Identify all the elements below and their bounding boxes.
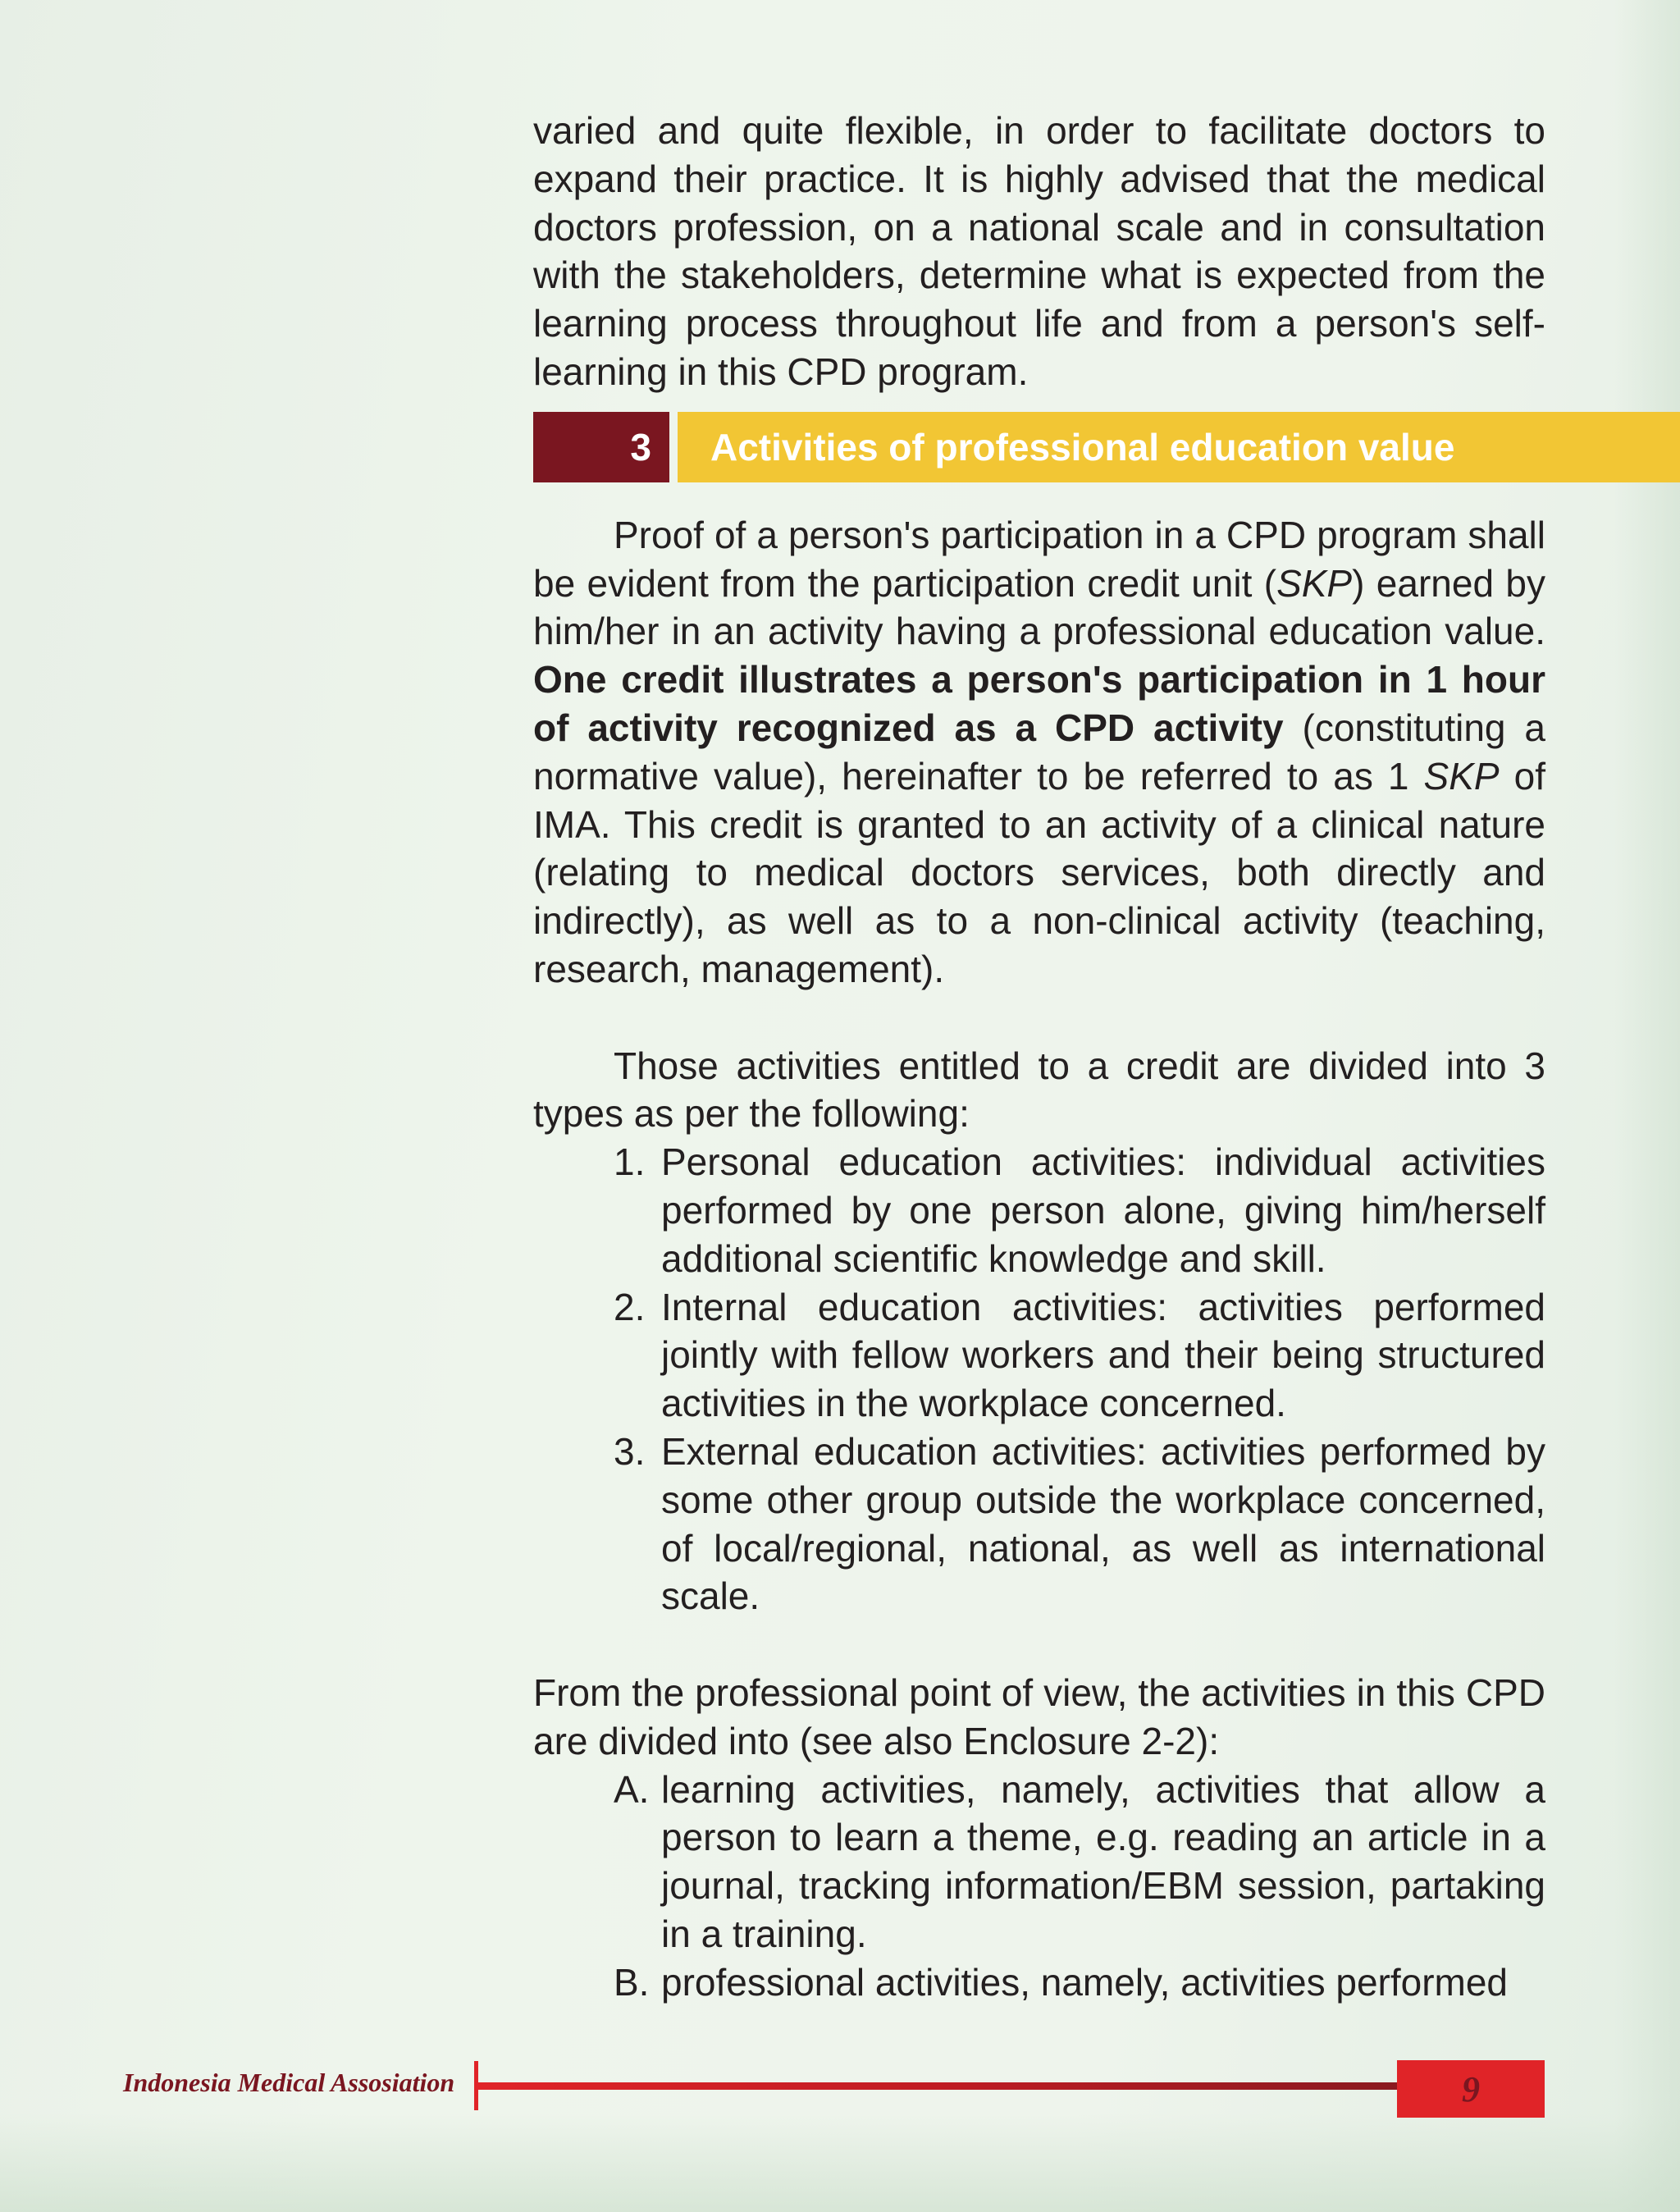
- list-item-text: professional activities, namely, activities performed: [661, 1960, 1509, 2004]
- list-item: [533, 1766, 1545, 1958]
- credit-definition: One credit illustrates a person's participation in 1 hour of activity recognized as a CPD activity: [533, 658, 1545, 749]
- page-number: 9: [1397, 2060, 1545, 2118]
- section-header: [533, 412, 1680, 482]
- section-title: Activities of professional education value: [678, 412, 1680, 482]
- list-item: [533, 1283, 1545, 1428]
- proof-text-1: Proof of a person's participation in a CPD program shall be evident from the participation credit unit (: [533, 513, 1545, 605]
- section-number: 3: [533, 412, 669, 482]
- list-marker: A.: [614, 1767, 650, 1811]
- proof-paragraph: [533, 511, 1545, 994]
- paragraph-gap: [533, 994, 1545, 1042]
- list-item-text: Personal education activities: individual activities performed by one person alone, giving him/herself additional scientific knowledge and skill.: [661, 1140, 1545, 1280]
- list-marker: 1.: [614, 1140, 646, 1184]
- proof-text-2: ) earned by him/her in an activity having a professional education value.: [533, 561, 1545, 653]
- professional-list: [533, 1766, 1545, 2007]
- page-bottom-shadow: [0, 2114, 1680, 2212]
- paragraph-gap: [533, 1620, 1545, 1669]
- list-marker: B.: [614, 1960, 650, 2004]
- types-list: [533, 1138, 1545, 1620]
- footer-organization: Indonesia Medical Assosiation: [123, 2068, 455, 2097]
- page-edge-shadow: [1614, 0, 1680, 2212]
- list-item: [533, 1138, 1545, 1282]
- list-item: [533, 1958, 1545, 2007]
- proof-text-4: of IMA. This credit is granted to an activity of a clinical nature (relating to medical doctors services, both directly and indirectly), as well as to a non-clinical activity (teaching, research, management).: [533, 754, 1545, 990]
- list-marker: 2.: [614, 1285, 646, 1328]
- footer-rule: [478, 2082, 1397, 2090]
- intro-paragraph: varied and quite flexible, in order to facilitate doctors to expand their practice. It is highly advised that the medical doctors profession, on a national scale and in consultation with the stakeholders, determine what is expected from the learning process throughout life and from a person's self-learning in this CPD program.: [533, 109, 1545, 393]
- list-item: [533, 1428, 1545, 1620]
- professional-intro: From the professional point of view, the activities in this CPD are divided into (see also Enclosure 2-2):: [533, 1670, 1545, 1762]
- skp-term: SKP: [1276, 561, 1353, 605]
- list-item-text: External education activities: activities performed by some other group outside the workplace concerned, of local/regional, national, as well as international scale.: [661, 1429, 1545, 1618]
- proof-text-3: (constituting a normative value), hereinafter to be referred to as 1: [533, 706, 1545, 798]
- skp-term-2: SKP: [1423, 754, 1500, 798]
- types-intro: Those activities entitled to a credit are divided into 3 types as per the following:: [533, 1044, 1545, 1136]
- list-item-text: learning activities, namely, activities that allow a person to learn a theme, e.g. reading an article in a journal, tracking information/EBM session, partaking in a training.: [661, 1767, 1545, 1955]
- list-marker: 3.: [614, 1429, 646, 1473]
- list-item-text: Internal education activities: activities performed jointly with fellow workers and their being structured activities in the workplace concerned.: [661, 1285, 1545, 1425]
- main-text-column: [533, 107, 1545, 2006]
